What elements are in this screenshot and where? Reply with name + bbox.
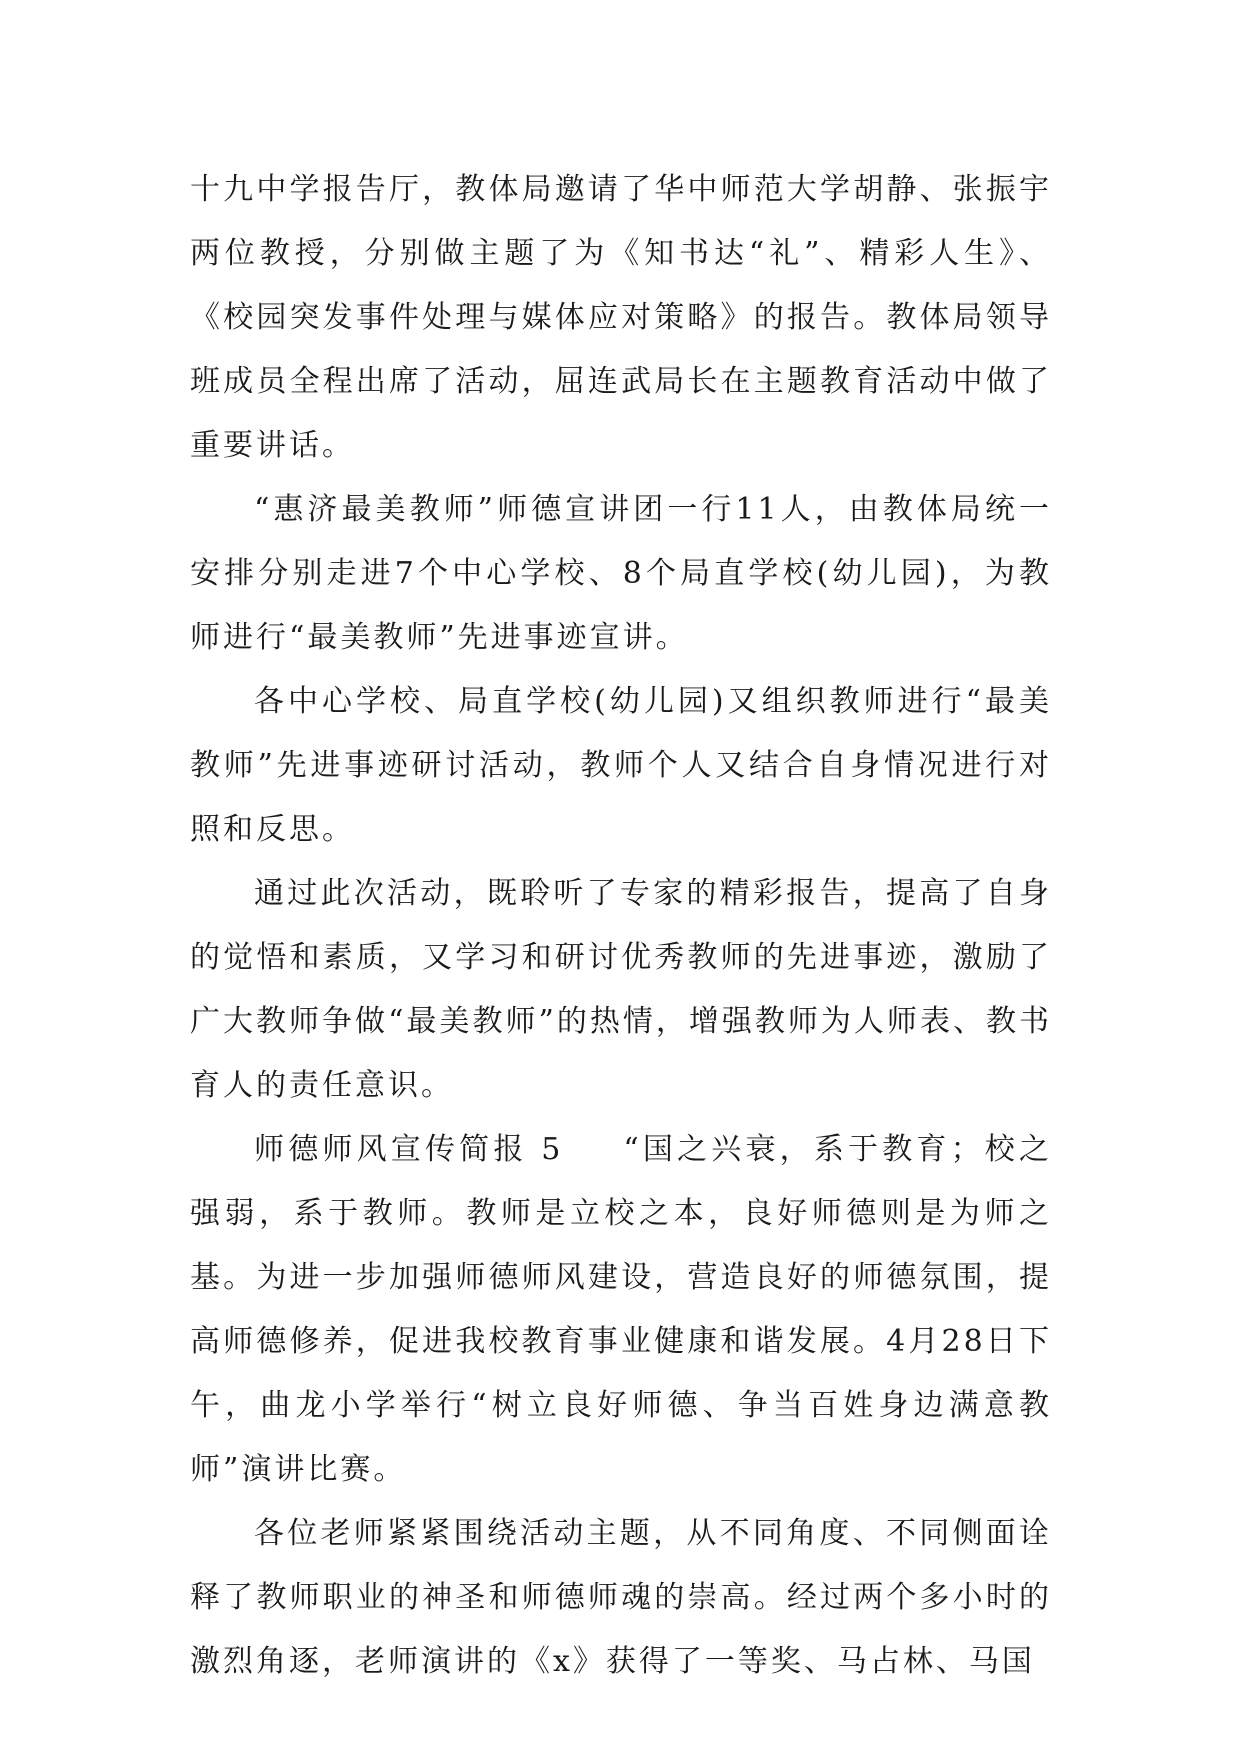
paragraph-1: 十九中学报告厅，教体局邀请了华中师范大学胡静、张振宇两位教授，分别做主题了为《知书达“礼”、精彩人生》、《校园突发事件处理与媒体应对策略》的报告。教体局领导班成员全程出席了活动，屈连武局长在主题教育活动中做了重要讲话。 [190, 172, 1052, 463]
paragraph-3: 各中心学校、局直学校(幼儿园)又组织教师进行“最美教师”先进事迹研讨活动，教师个人又结合自身情况进行对照和反思。 [190, 684, 1052, 847]
paragraph-4: 通过此次活动，既聆听了专家的精彩报告，提高了自身的觉悟和素质，又学习和研讨优秀教师的先进事迹，激励了广大教师争做“最美教师”的热情，增强教师为人师表、教书育人的责任意识。 [190, 876, 1052, 1103]
document-body [190, 158, 1052, 1694]
section-heading: 师德师风宣传简报 5 [254, 1132, 564, 1167]
paragraph-6: 各位老师紧紧围绕活动主题，从不同角度、不同侧面诠释了教师职业的神圣和师德师魂的崇高。经过两个多小时的激烈角逐，老师演讲的《x》获得了一等奖、马占林、马国 [190, 1516, 1052, 1679]
paragraph-5 [190, 1118, 1052, 1502]
paragraph-5-text: “国之兴衰，系于教育；校之强弱，系于教师。教师是立校之本，良好师德则是为师之基。为进一步加强师德师风建设，营造良好的师德氛围，提高师德修养，促进我校教育事业健康和谐发展。4月28日下午，曲龙小学举行“树立良好师德、争当百姓身边满意教师”演讲比赛。 [190, 1132, 1052, 1487]
paragraph-2: “惠济最美教师”师德宣讲团一行11人，由教体局统一安排分别走进7个中心学校、8个局直学校(幼儿园)，为教师进行“最美教师”先进事迹宣讲。 [190, 492, 1052, 655]
